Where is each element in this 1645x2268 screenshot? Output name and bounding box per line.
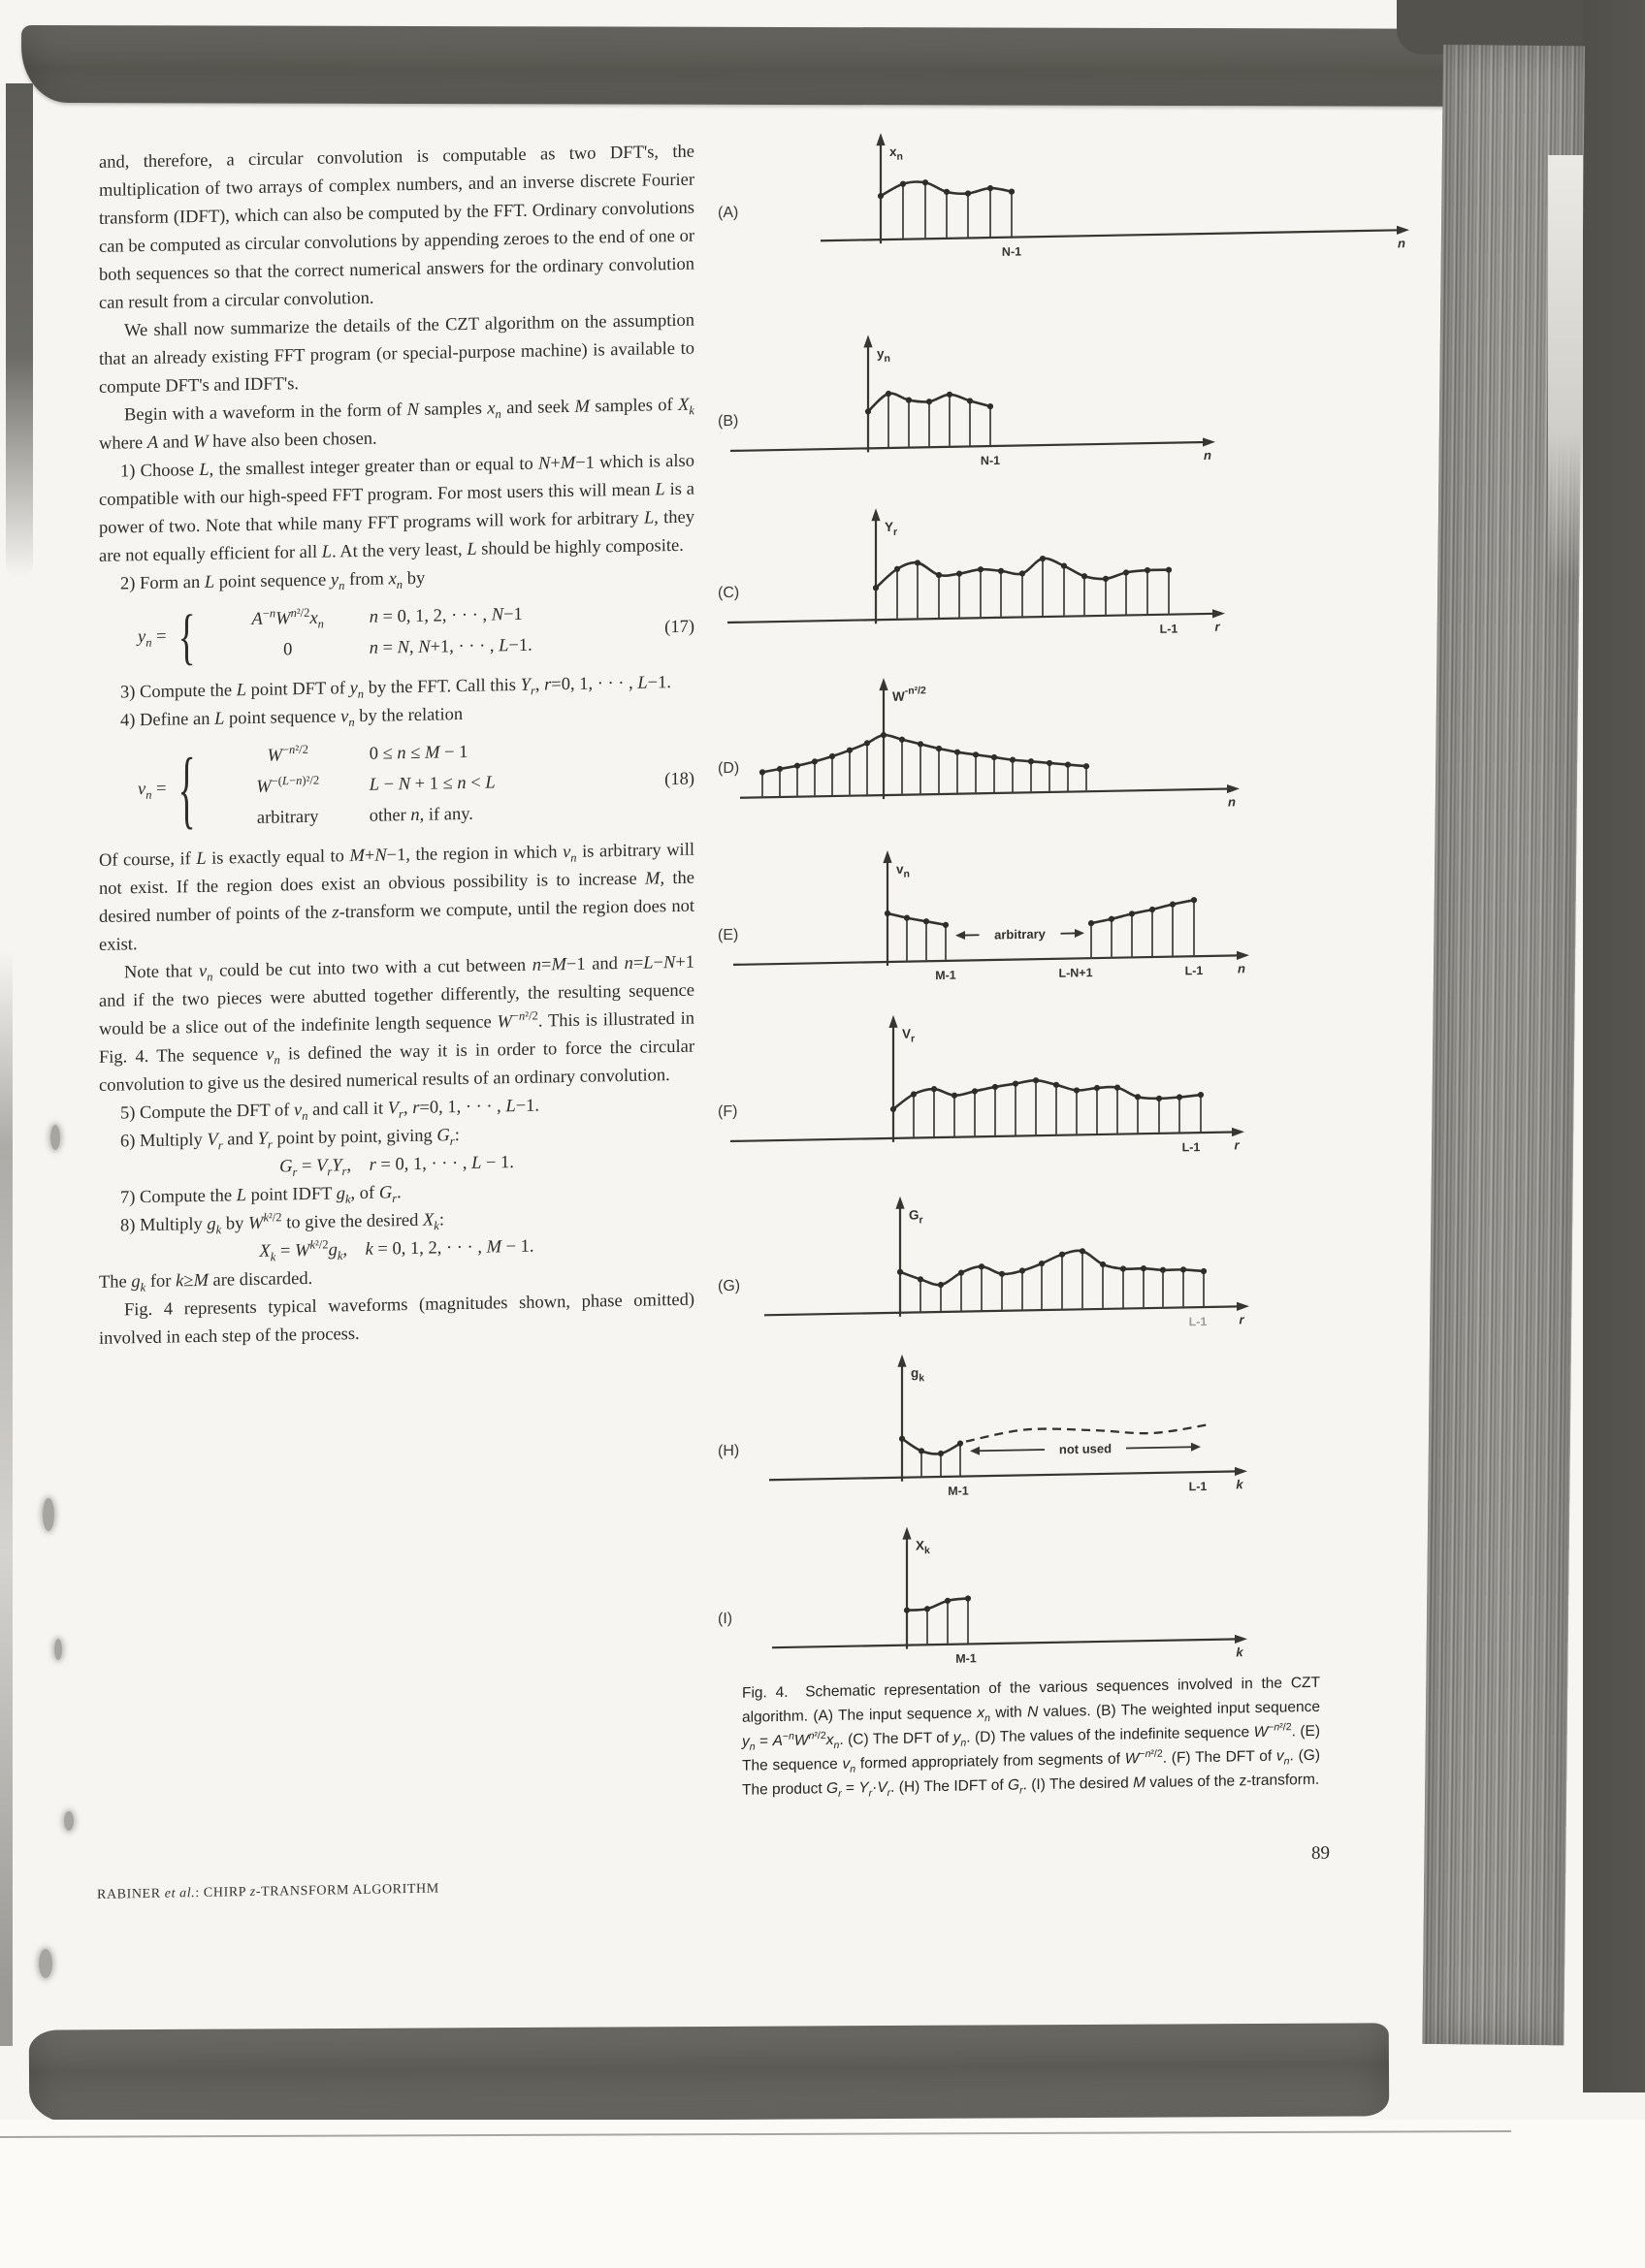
axis-tick-label: N-1 [1001, 244, 1022, 259]
axis-end-label: n [1228, 794, 1236, 810]
figure-4 [716, 86, 1439, 1717]
equation-number: (18) [664, 769, 694, 790]
paragraph-18: The $g_k$ for k≥M are discarded. [99, 1268, 313, 1294]
x-axis-arrow-icon [1232, 1128, 1244, 1136]
paragraph-12: 5) Compute the DFT of $v_n$ and call it $V_r$, r=0, 1, · · · , L−1. [120, 1096, 540, 1124]
panel-tag-D: (D) [718, 759, 740, 778]
panel-tag-G: (G) [718, 1277, 741, 1295]
panel-tag-C: (C) [718, 584, 740, 602]
figure-panel-G [718, 1190, 1249, 1337]
figure-panel-D [718, 671, 1240, 818]
article-text-column [99, 139, 694, 1354]
figure-panel-I [718, 1520, 1247, 1670]
figure-4-plots [716, 86, 1439, 1717]
case-expression: $W^{-(L-n)^2/2}$ [256, 773, 320, 797]
panel-y-label: $g_k$ [911, 1365, 925, 1385]
page-number: 89 [1311, 1842, 1330, 1864]
cases-body [207, 735, 659, 834]
running-footer: RABINER et al.: CHIRP z-TRANSFORM ALGORITHM [97, 1881, 439, 1902]
case-expression: 0 [283, 640, 293, 660]
axis-end-label: n [1238, 961, 1245, 976]
panel-y-label: $x_n$ [889, 144, 903, 163]
case-row [207, 766, 659, 803]
y-axis-arrow-icon [895, 1197, 904, 1209]
y-axis-arrow-icon [876, 133, 885, 145]
figure-panel-F [718, 1008, 1244, 1163]
axis-tick-label: L-1 [1188, 1479, 1208, 1494]
span-annotation-label: not used [1058, 1441, 1113, 1457]
axis-end-label: r [1214, 619, 1220, 634]
axis-end-label: r [1234, 1137, 1240, 1153]
x-axis-arrow-icon [1212, 609, 1225, 618]
paragraph-3: Begin with a waveform in the form of N samples $x_n$ and seek M samples of $X_k$ where A and W have also been chosen. [99, 395, 694, 454]
case-condition: L − N + 1 ≤ n < L [369, 773, 496, 795]
panel-y-label: $v_n$ [896, 861, 910, 880]
panel-tag-I: (I) [718, 1610, 733, 1628]
panel-y-label: $Y_r$ [885, 519, 898, 538]
case-condition: other n, if any. [369, 804, 473, 826]
paragraph-13: 6) Multiply $V_r$ and $Y_r$ point by point, giving $G_r$: [120, 1126, 460, 1153]
y-axis-arrow-icon [883, 850, 891, 863]
y-axis-arrow-icon [897, 1355, 906, 1367]
figure-panel-E [718, 844, 1249, 986]
x-axis-arrow-icon [1235, 1635, 1247, 1644]
axis-tick-label: M-1 [955, 1651, 977, 1666]
axis-tick-label: N-1 [980, 453, 1001, 468]
y-axis-arrow-icon [888, 1015, 897, 1028]
scan-left-streak [0, 950, 13, 2046]
x-axis-arrow-icon [1203, 437, 1215, 446]
axis-tick-label: L-1 [1188, 1314, 1208, 1329]
case-condition: 0 ≤ n ≤ M − 1 [369, 742, 468, 764]
case-row [207, 598, 659, 635]
cases-brace: { [177, 602, 196, 672]
scan-smudge [43, 1498, 54, 1531]
panel-tag-B: (B) [718, 412, 739, 431]
axis-tick-label: M-1 [935, 968, 956, 983]
axis-end-label: k [1236, 1477, 1243, 1492]
scan-smudge [50, 1125, 60, 1150]
axis-tick-label: L-1 [1159, 622, 1178, 636]
equation-17 [99, 598, 694, 672]
cases-body [207, 598, 659, 666]
paragraph-1: and, therefore, a circular convolution is computable as two DFT's, the multiplication of two arrays of complex numbers, and an inverse discrete Fourier transform (IDFT), which can also be computed by the FFT. Ordinary convolutions can be computed as circular convolutions by appending zeroes to the end of one or both sequences so that the correct numerical answers for the ordinary convolution can result from a circular convolution. [99, 142, 694, 313]
panel-y-label: $y_n$ [877, 346, 890, 366]
paragraph-19: Fig. 4 represents typical waveforms (magnitudes shown, phase omitted) involved in each step of the process. [99, 1290, 694, 1349]
figure-panel-H [718, 1348, 1247, 1502]
paragraph-16: 8) Multiply $g_k$ by $W^{k^2/2}$ to give the desired $X_k$: [120, 1210, 445, 1237]
equation-18 [99, 735, 694, 839]
scan-bottom-margin [0, 2120, 1645, 2268]
scan-left-edge-shadow [6, 83, 33, 578]
paragraph-11: Note that $v_n$ could be cut into two with a cut between n=M−1 and n=L−N+1 and if the two pieces were abutted together differently, the resulting sequence would be a slice out of the indefinite length sequence $W^{-n^2/2}$. This is illustrated in Fig. 4. The sequence $v_n$ is defined the way it is in order to force the circular convolution to give us the desired numerical results of an ordinary convolution. [99, 952, 695, 1096]
y-axis-arrow-icon [879, 678, 887, 690]
scan-smudge [64, 1811, 74, 1831]
case-row [207, 735, 659, 772]
figure-panel-C [718, 502, 1225, 645]
axis-tick-label: L-1 [1181, 1140, 1201, 1155]
equation-lhs: $v_n$ = [138, 779, 167, 802]
paragraph-10: Of course, if L is exactly equal to M+N−1, the region in which $v_n$ is arbitrary will not exist. If the region does exist an obvious possibility is to increase M, the desired number of points of the z-transform we compute, until the region does not exist. [99, 840, 694, 955]
panel-y-label: $V_r$ [902, 1026, 916, 1045]
scan-bottom-shadow-band [29, 2023, 1389, 2123]
y-axis-arrow-icon [863, 335, 872, 347]
paragraph-5: 2) Form an L point sequence $y_n$ from $x_n$ by [120, 568, 426, 594]
paragraph-4: 1) Choose L, the smallest integer greater than or equal to N+M−1 which is also compatible with our high-speed FFT program. For most users this will mean L is a power of two. Note that while many FFT programs will work for arbitrary L, they are not equally efficient for all L. At the very least, L should be highly composite. [99, 451, 694, 566]
paragraph-7: 3) Compute the L point DFT of $y_n$ by the FFT. Call this $Y_r$, r=0, 1, · · · , L−1. [120, 673, 671, 703]
case-condition: n = 0, 1, 2, · · · , N−1 [369, 604, 523, 627]
case-expression: arbitrary [256, 807, 319, 828]
panel-y-label: $W^{-n^2/2}$ [892, 685, 926, 704]
paragraph-15: 7) Compute the L point IDFT $g_k$, of $G_r$. [120, 1183, 402, 1208]
axis-end-label: n [1398, 236, 1405, 251]
figure-4-caption: Fig. 4. Schematic representation of the various sequences involved in the CZT algorithm. (A) The input sequence $x_n$ with N values. (B) The weighted input sequence $y_n = A^{-n}W^{n^2/2}x_n$. (C) The DFT of $y_n$. (D) The values of the indefinite sequence $W^{-n^2/2}$. (E) The sequence $v_n$ formed appropriately from segments of $W^{-n^2/2}$. (F) The DFT of $v_n$. (G) The product $G_r = Y_r\cdot V_r$. (H) The IDFT of $G_r$. (I) The desired M values of the z-transform. [742, 1674, 1320, 1801]
equation-xk: $X_k = W^{k^2/2}g_k$, k = 0, 1, 2, · · · , M − 1. [259, 1236, 534, 1264]
book-fore-edge-highlight [1548, 155, 1583, 582]
cases-brace: { [177, 740, 196, 839]
case-expression: $A^{-n}W^{n^2/2}x_n$ [251, 605, 324, 631]
span-annotation-label: arbitrary [994, 926, 1046, 942]
y-axis-arrow-icon [902, 1527, 911, 1540]
x-axis-arrow-icon [1227, 784, 1240, 793]
equation-lhs: $y_n$ = [138, 626, 167, 650]
panel-tag-F: (F) [718, 1102, 738, 1121]
axis-end-label: n [1204, 447, 1211, 463]
paragraph-2: We shall now summarize the details of the CZT algorithm on the assumption that an already existing FFT program (or special-purpose machine) is available to compute DFT's and IDFT's. [99, 310, 694, 398]
x-axis-arrow-icon [1235, 1467, 1247, 1476]
case-row [207, 797, 659, 834]
figure-panel-B [718, 329, 1215, 472]
panel-tag-H: (H) [718, 1442, 740, 1460]
case-condition: n = N, N+1, · · · , L−1. [369, 635, 532, 658]
x-axis-arrow-icon [1397, 226, 1409, 235]
scan-smudge [39, 1949, 52, 1978]
equation-gr: $G_r = V_rY_r$, r = 0, 1, · · · , L − 1. [279, 1153, 514, 1179]
x-axis-arrow-icon [1237, 1302, 1249, 1311]
y-axis-arrow-icon [871, 508, 880, 521]
scan-smudge [54, 1639, 62, 1660]
panel-y-label: $G_r$ [909, 1207, 923, 1227]
dashed-envelope [966, 1424, 1210, 1442]
panel-tag-E: (E) [718, 926, 739, 944]
equation-number: (17) [664, 617, 694, 638]
axis-end-label: k [1236, 1645, 1243, 1660]
axis-end-label: r [1239, 1312, 1244, 1327]
page-content [93, 121, 1441, 1997]
axis-tick-label: M-1 [948, 1484, 969, 1498]
axis-tick-label: L-1 [1184, 964, 1204, 978]
panel-y-label: $X_k$ [916, 1538, 930, 1557]
figure-panel-A [718, 123, 1409, 264]
scan-background-right [1583, 0, 1645, 2092]
x-axis-arrow-icon [1237, 951, 1249, 960]
case-row [207, 629, 659, 666]
paragraph-8: 4) Define an L point sequence $v_n$ by the relation [120, 705, 464, 731]
case-expression: $W^{-n^2/2}$ [267, 742, 308, 766]
panel-tag-A: (A) [718, 204, 739, 222]
axis-tick-label: L-N+1 [1058, 966, 1093, 980]
